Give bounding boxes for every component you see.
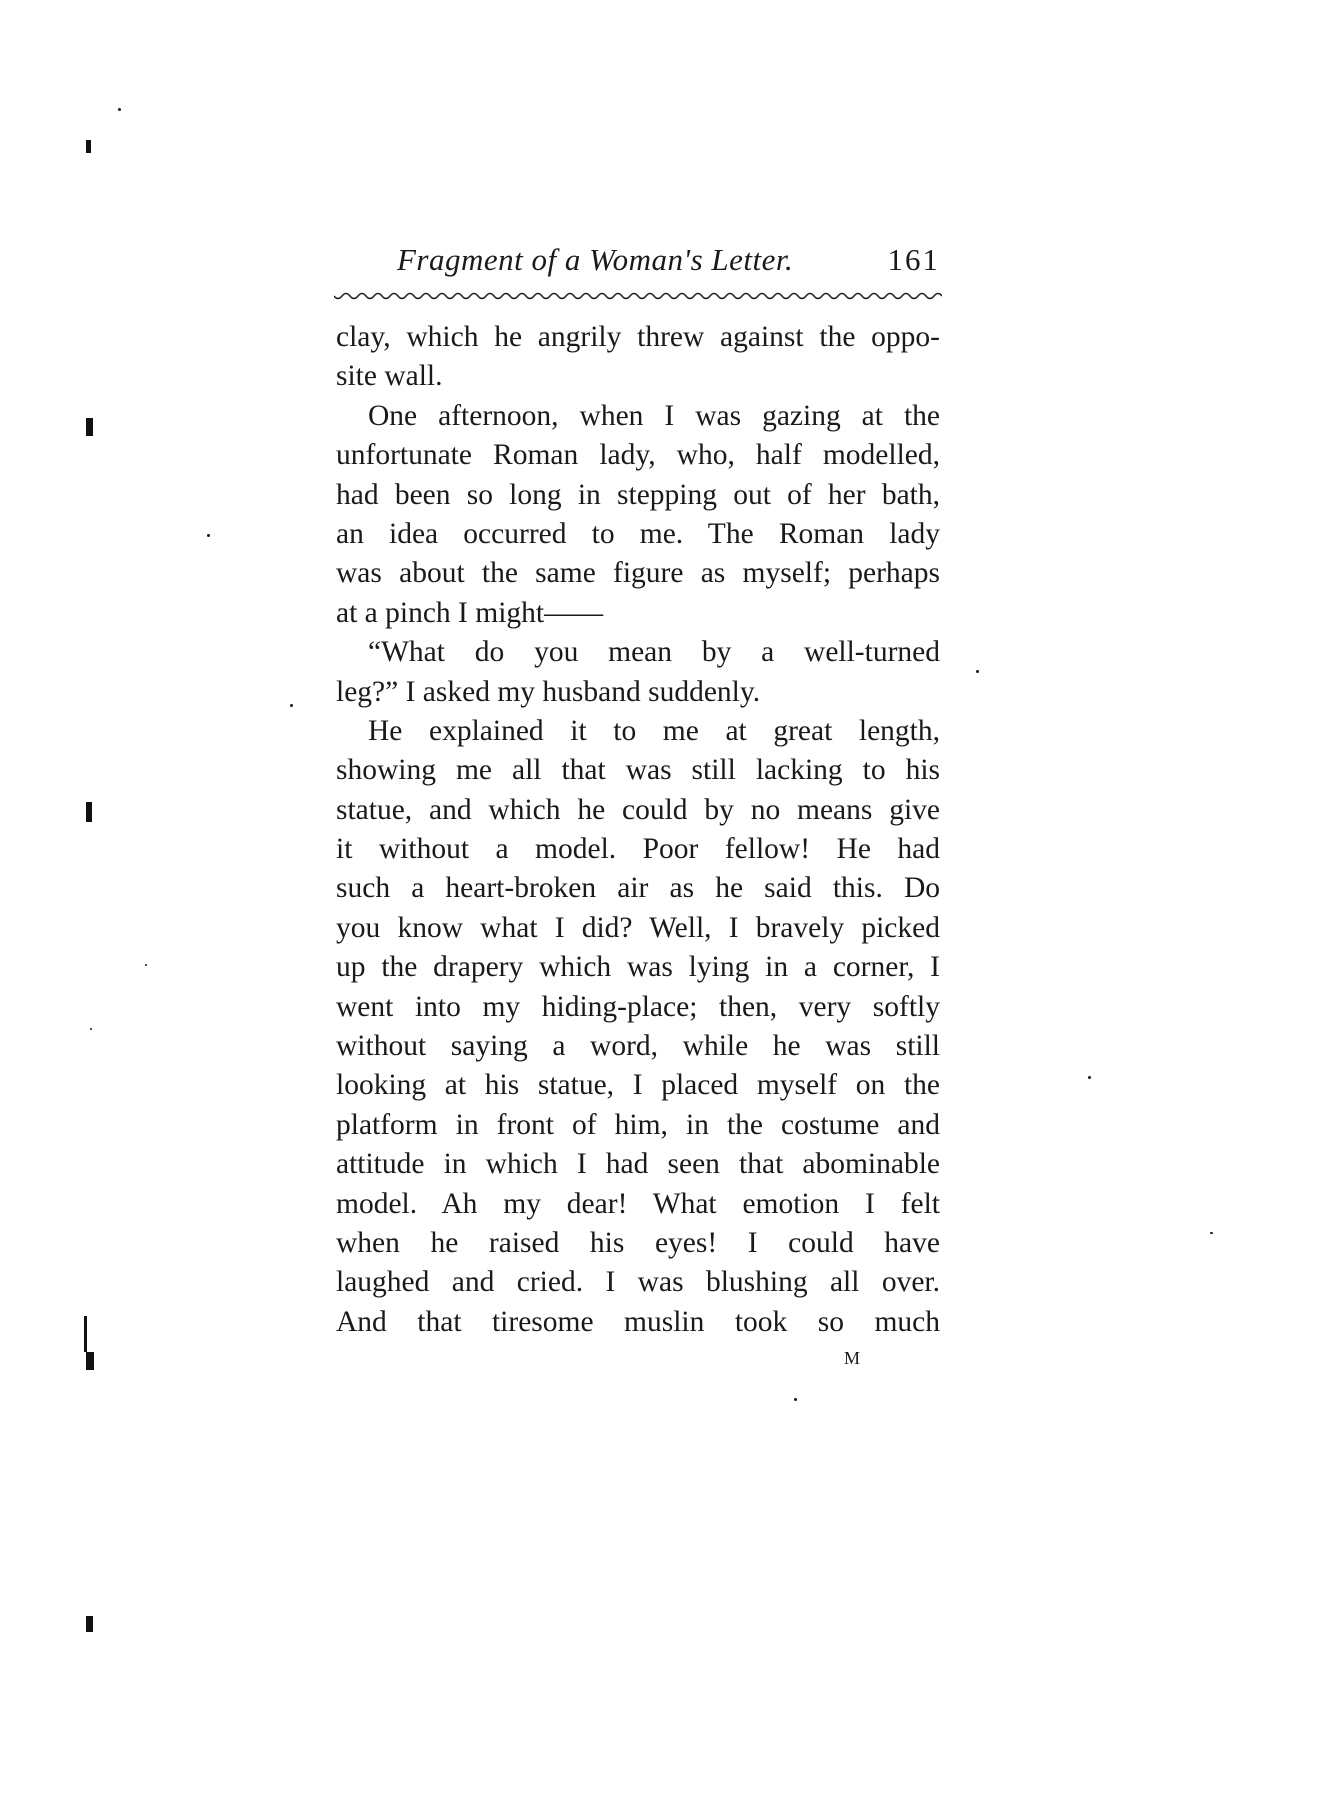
text-line: showing me all that was still lacking to his — [336, 754, 940, 787]
scan-artifact — [86, 1352, 94, 1370]
text-line: statue, and which he could by no means give — [336, 793, 940, 826]
scan-speck — [1088, 1076, 1091, 1079]
running-head — [335, 242, 940, 282]
text-line: attitude in which I had seen that abominable — [336, 1148, 940, 1181]
text-line: clay, which he angrily threw against the oppo- — [336, 321, 940, 353]
text-line: had been so long in stepping out of her bath, — [336, 478, 940, 511]
scan-speck — [1210, 1232, 1213, 1234]
text-line: He explained it to me at great length, — [368, 714, 940, 747]
text-line: went into my hiding-place; then, very softly — [336, 990, 940, 1023]
scan-artifact — [86, 1616, 93, 1632]
scan-artifact — [86, 140, 91, 153]
scan-speck — [290, 704, 293, 707]
text-line: model. Ah my dear! What emotion I felt — [336, 1187, 940, 1220]
text-line: was about the same figure as myself; perhaps — [336, 557, 940, 590]
text-line: when he raised his eyes! I could have — [336, 1226, 940, 1259]
text-line: One afternoon, when I was gazing at the — [368, 399, 940, 432]
text-line: “What do you mean by a well-turned — [368, 636, 940, 669]
scan-artifact — [86, 418, 93, 436]
page-number: 161 — [887, 242, 940, 277]
text-line: laughed and cried. I was blushing all over. — [336, 1266, 940, 1299]
scan-speck — [90, 1028, 92, 1030]
wavy-rule-divider — [334, 290, 942, 302]
text-line: looking at his statue, I placed myself on the — [336, 1069, 940, 1102]
text-line: without saying a word, while he was still — [336, 1030, 940, 1063]
scan-artifact — [86, 802, 92, 822]
text-line: unfortunate Roman lady, who, half modelled, — [336, 439, 940, 472]
scan-speck — [145, 964, 147, 966]
scan-speck — [118, 108, 121, 111]
signature-mark: M — [844, 1348, 862, 1368]
scan-artifact — [84, 1316, 87, 1352]
text-line: an idea occurred to me. The Roman lady — [336, 517, 940, 550]
text-line: such a heart-broken air as he said this. Do — [336, 872, 940, 905]
body-text — [336, 318, 940, 1342]
text-line: And that tiresome muslin took so much — [336, 1305, 940, 1338]
text-line: it without a model. Poor fellow! He had — [336, 833, 940, 866]
text-line: at a pinch I might—— — [336, 596, 604, 629]
text-line: up the drapery which was lying in a corner, I — [336, 951, 940, 984]
text-line: leg?” I asked my husband suddenly. — [336, 675, 761, 708]
scan-speck — [794, 1398, 797, 1401]
text-line: platform in front of him, in the costume and — [336, 1108, 940, 1141]
running-title: Fragment of a Woman's Letter. — [397, 242, 794, 277]
scan-speck — [976, 670, 979, 673]
scan-speck — [207, 534, 210, 537]
text-line: site wall. — [336, 360, 443, 393]
text-line: you know what I did? Well, I bravely picked — [336, 911, 940, 944]
